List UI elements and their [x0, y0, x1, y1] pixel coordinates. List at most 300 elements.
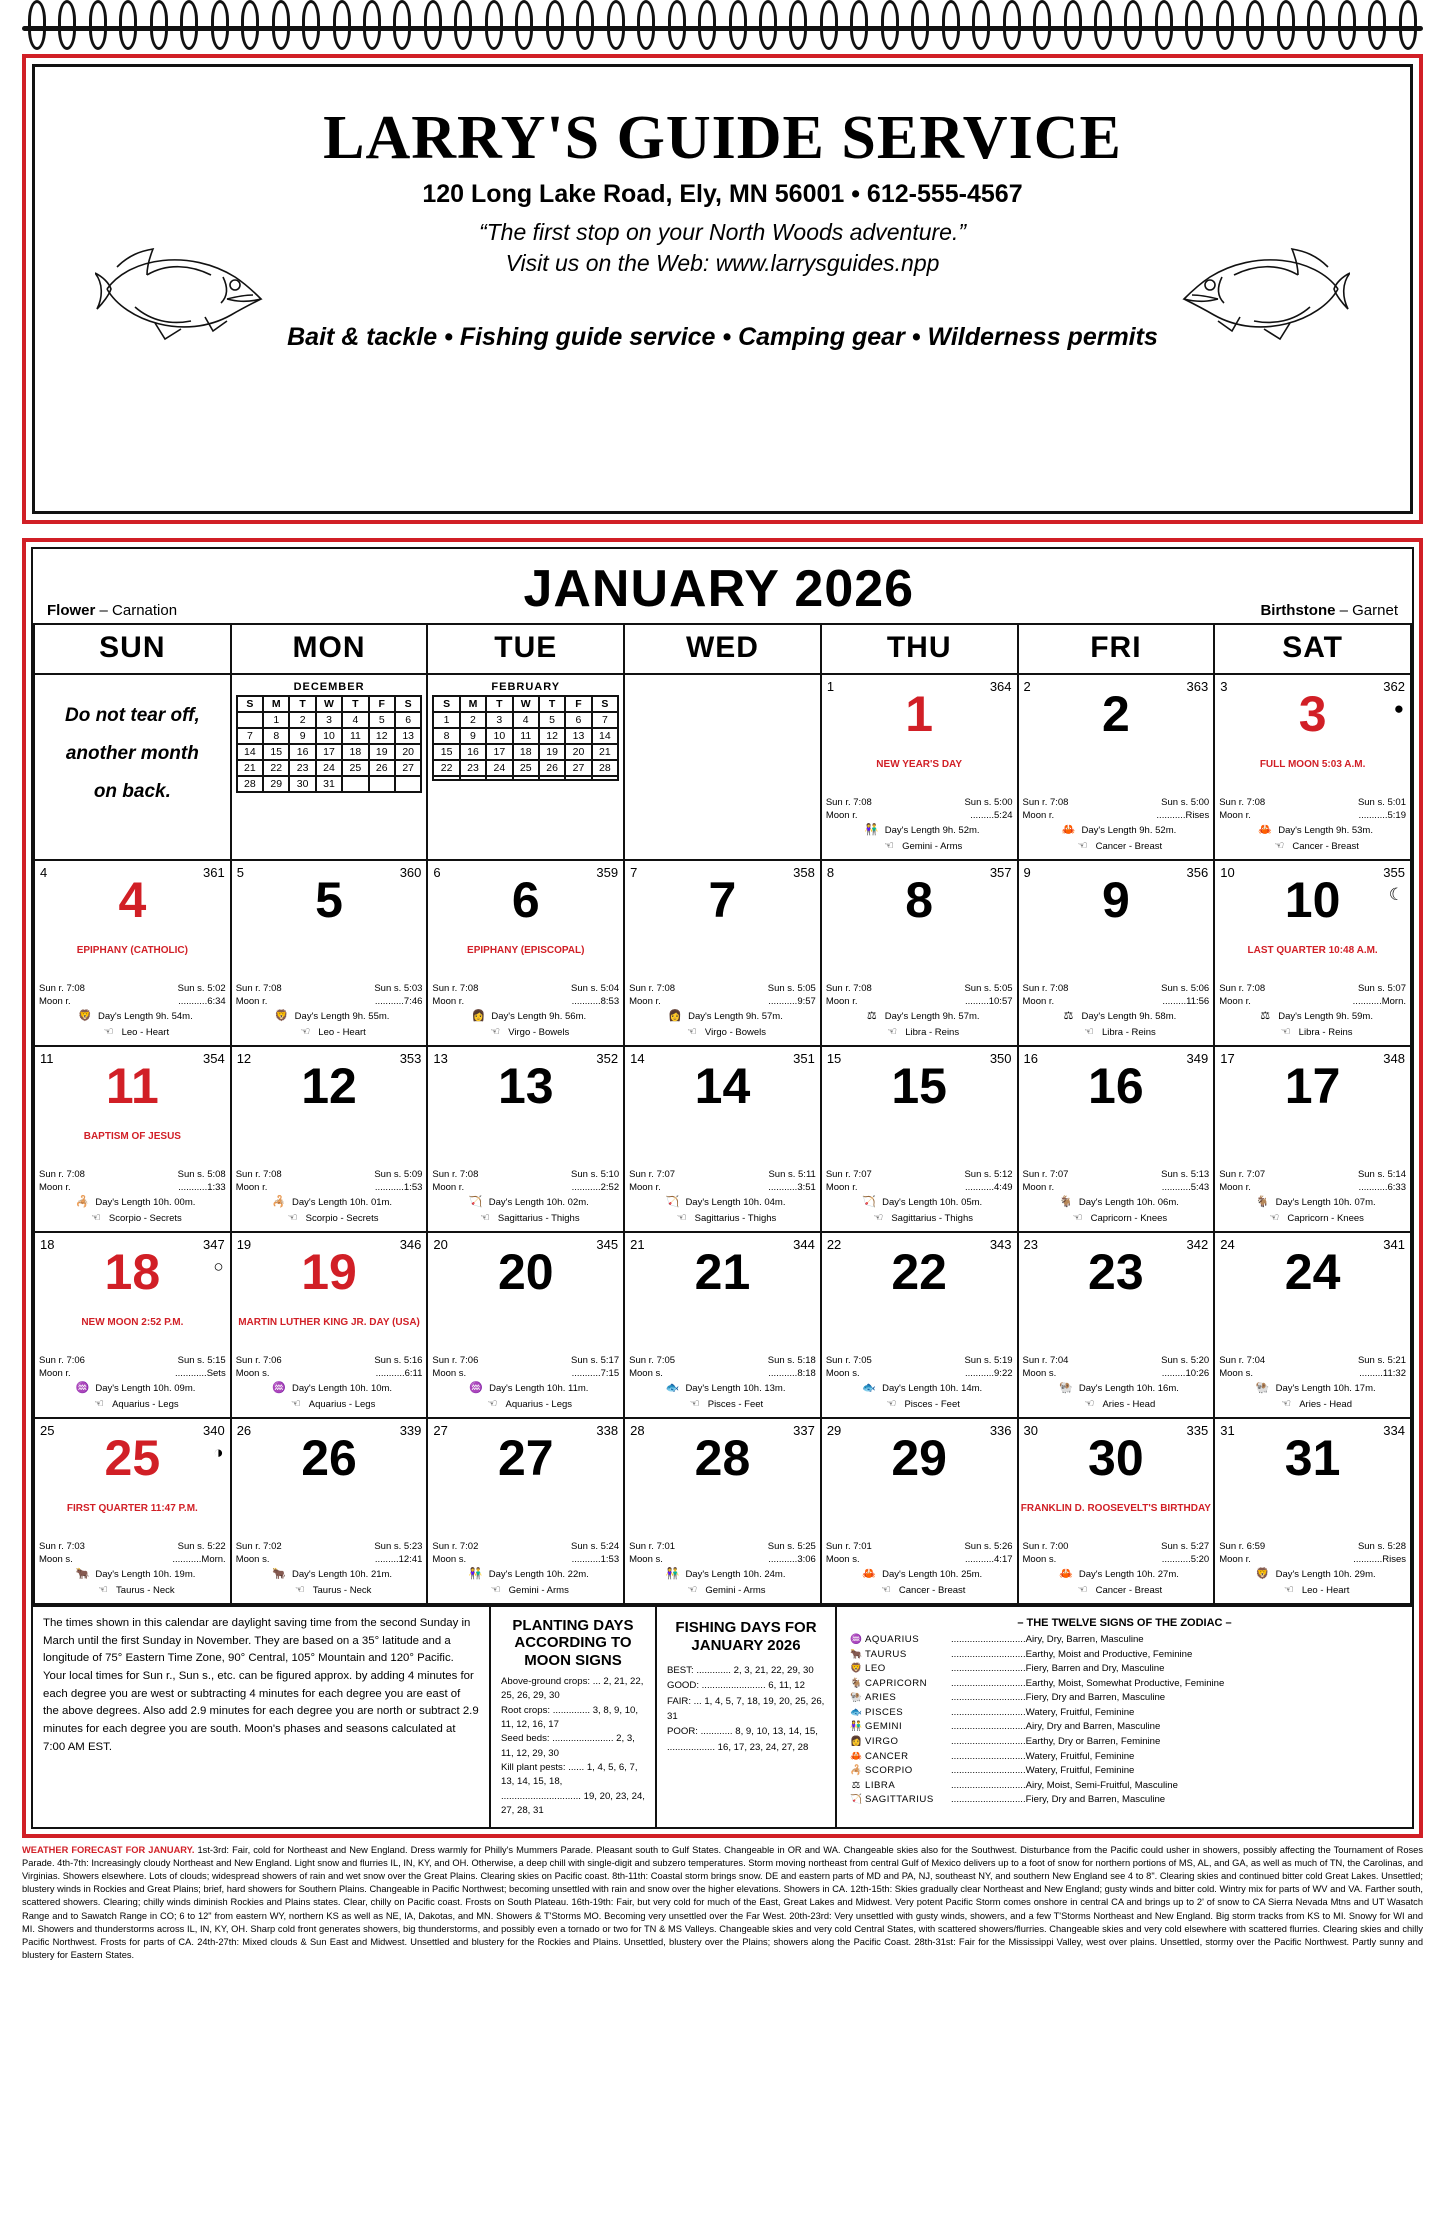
day-details	[826, 1168, 1013, 1227]
calendar-day-13[interactable]	[427, 1046, 624, 1232]
sunset: Sun s. 5:04	[571, 982, 620, 994]
day-length: Day's Length 9h. 52m.	[884, 825, 980, 837]
day-index: 27	[433, 1423, 448, 1438]
zodiac-icon: ⚖	[1063, 1010, 1074, 1023]
day-length: Day's Length 10h. 27m.	[1078, 1569, 1179, 1581]
calendar-day-2[interactable]	[1018, 674, 1215, 860]
days-remaining: 335	[1186, 1423, 1209, 1438]
moon-sign: Aries - Head	[1102, 1399, 1156, 1411]
sunrise: Sun r. 7:03	[39, 1540, 85, 1552]
body-part-icon: ☜	[300, 1026, 311, 1039]
calendar-day-21[interactable]	[624, 1232, 821, 1418]
sunset: Sun s. 5:10	[571, 1168, 620, 1180]
zodiac-icon: 🦀	[1058, 1568, 1073, 1581]
binding-coil	[1003, 0, 1021, 50]
zodiac-icon: 🐐	[1255, 1196, 1270, 1209]
moon-label: Moon r.	[39, 1182, 71, 1194]
body-part-icon: ☜	[90, 1212, 101, 1225]
moon-time: .........10:26	[1161, 1368, 1210, 1380]
zodiac-icon: 👫	[468, 1568, 483, 1581]
days-remaining: 344	[793, 1237, 815, 1252]
calendar-week-row	[34, 1418, 1411, 1604]
day-details	[1219, 982, 1406, 1041]
body-part-icon: ☜	[490, 1026, 501, 1039]
binding-coil	[1155, 0, 1173, 50]
zodiac-sign-icon: 🦀	[850, 1750, 862, 1762]
zodiac-sign-desc: ............................Earthy, Dry or Barren, Feminine	[951, 1736, 1161, 1748]
day-index: 4	[40, 865, 48, 880]
day-index: 28	[630, 1423, 645, 1438]
zodiac-icon: 🦁	[1255, 1568, 1270, 1581]
moon-label: Moon r.	[1219, 810, 1251, 822]
sunset: Sun s. 5:24	[571, 1540, 620, 1552]
moon-label: Moon r.	[1219, 1182, 1251, 1194]
day-details	[236, 1168, 423, 1227]
day-index: 1	[826, 679, 835, 694]
day-details	[236, 1540, 423, 1599]
day-length: Day's Length 9h. 55m.	[294, 1011, 390, 1023]
moon-label: Moon r.	[825, 810, 858, 822]
sunrise: Sun r. 7:07	[1022, 1168, 1069, 1180]
month-title: JANUARY 2026	[523, 560, 915, 618]
body-part-icon: ☜	[1269, 1212, 1280, 1225]
binding-coil	[454, 0, 472, 50]
advertiser-panel	[22, 54, 1423, 524]
binding-coil	[150, 0, 168, 50]
sunrise: Sun r. 7:00	[1022, 1540, 1069, 1552]
days-remaining: 346	[399, 1237, 422, 1252]
calendar-week-row	[34, 1046, 1411, 1232]
day-index: 6	[433, 865, 441, 880]
days-remaining: 350	[989, 1051, 1012, 1066]
days-remaining: 358	[793, 865, 815, 880]
moon-label: Moon s.	[629, 1368, 663, 1380]
days-remaining: 342	[1186, 1237, 1209, 1252]
day-number: 8	[905, 872, 934, 928]
day-index: 9	[1023, 865, 1031, 880]
calendar-day-14[interactable]	[624, 1046, 821, 1232]
fishing-line: GOOD: ........................ 6, 11, 12	[667, 1680, 805, 1692]
weather-forecast-header: WEATHER FORECAST FOR JANUARY.	[22, 1844, 195, 1855]
body-part-icon: ☜	[290, 1398, 301, 1411]
day-number: 25	[104, 1430, 161, 1486]
moon-time: ...........3:51	[768, 1182, 816, 1194]
binding-coil	[1216, 0, 1234, 50]
zodiac-row	[847, 1764, 1402, 1779]
day-details	[1219, 796, 1406, 855]
body-part-icon: ☜	[880, 1584, 891, 1597]
moon-sign: Aquarius - Legs	[308, 1399, 376, 1411]
sunrise: Sun r. 7:04	[1219, 1354, 1266, 1366]
calendar-day-18[interactable]	[34, 1232, 231, 1418]
day-number: 10	[1284, 872, 1341, 928]
moon-sign: Taurus - Neck	[312, 1585, 372, 1597]
sunset: Sun s. 5:13	[1161, 1168, 1210, 1180]
day-index: 23	[1023, 1237, 1038, 1252]
sunrise: Sun r. 7:01	[629, 1540, 676, 1552]
day-length: Day's Length 10h. 10m.	[292, 1383, 393, 1395]
moon-label: Moon r.	[432, 996, 465, 1008]
moon-time: ...........6:33	[1358, 1182, 1406, 1194]
weather-forecast	[22, 1844, 1423, 1963]
moon-time: ...........7:15	[571, 1368, 620, 1380]
calendar-week-row	[34, 860, 1411, 1046]
holiday-label: EPIPHANY (CATHOLIC)	[76, 945, 188, 956]
zodiac-icon: ⚖	[866, 1010, 877, 1023]
zodiac-sign-desc: ............................Fiery, Dry and Barren, Masculine	[951, 1794, 1166, 1806]
fish-illustration-right	[1180, 237, 1350, 357]
day-number: 18	[104, 1244, 161, 1300]
calendar-day-20[interactable]	[427, 1232, 624, 1418]
body-part-icon: ☜	[1084, 1398, 1095, 1411]
calendar-day-25[interactable]	[34, 1418, 231, 1604]
moon-time: ...........7:46	[374, 996, 423, 1008]
calendar-day-26[interactable]	[231, 1418, 428, 1604]
calendar-day-5[interactable]	[231, 860, 428, 1046]
calendar-day-10[interactable]	[1214, 860, 1411, 1046]
days-remaining: 354	[203, 1051, 225, 1066]
calendar-grid	[33, 623, 1412, 1605]
zodiac-row	[847, 1793, 1402, 1808]
moon-time: ...........Morn.	[1352, 996, 1406, 1008]
calendar-day-17[interactable]	[1214, 1046, 1411, 1232]
moon-time: ...........5:43	[1161, 1182, 1210, 1194]
calendar-day-29[interactable]	[821, 1418, 1018, 1604]
days-remaining: 364	[989, 679, 1012, 694]
body-part-icon: ☜	[686, 1026, 697, 1039]
day-number: 3	[1298, 686, 1327, 742]
day-length: Day's Length 10h. 14m.	[882, 1383, 983, 1395]
body-part-icon: ☜	[294, 1584, 305, 1597]
day-length: Day's Length 10h. 17m.	[1275, 1383, 1376, 1395]
moon-label: Moon s.	[629, 1554, 663, 1566]
moon-sign: Sagittarius - Thighs	[891, 1213, 973, 1225]
day-number: 12	[301, 1058, 357, 1114]
day-length: Day's Length 9h. 59m.	[1278, 1011, 1373, 1023]
day-length: Day's Length 9h. 54m.	[97, 1011, 193, 1023]
day-index: 8	[826, 865, 835, 880]
empty-cell	[624, 674, 821, 860]
binding-coil	[241, 0, 259, 50]
mini-month-february: FEBRUARY S M T W T F S 1 2 3 4 5 6 7 8 9 10 11 12 13 14 15 16 17 18 19 20 21 22 23 24 25 26 27 28	[428, 675, 623, 781]
zodiac-sign-name: SCORPIO	[865, 1765, 913, 1777]
sunrise: Sun r. 7:04	[1022, 1354, 1069, 1366]
day-details	[236, 982, 423, 1041]
day-number: 6	[511, 872, 540, 928]
binding-coil	[546, 0, 564, 50]
body-part-icon: ☜	[886, 1398, 897, 1411]
fishing-days-title: FISHING DAYS FOR JANUARY 2026	[675, 1619, 817, 1654]
calendar-day-12[interactable]	[231, 1046, 428, 1232]
sunrise: Sun r. 6:59	[1219, 1540, 1266, 1552]
binding-coil	[1033, 0, 1051, 50]
zodiac-icon: 🦁	[78, 1010, 92, 1023]
binding-coil	[729, 0, 747, 50]
tear-off-note-cell	[34, 674, 231, 860]
zodiac-row	[847, 1691, 1402, 1706]
planting-line: Above-ground crops: ... 2, 21, 22, 25, 26, 29, 30	[501, 1675, 644, 1702]
calendar-day-11[interactable]	[34, 1046, 231, 1232]
calendar-day-30[interactable]	[1018, 1418, 1215, 1604]
body-part-icon: ☜	[94, 1398, 105, 1411]
calendar-day-7[interactable]	[624, 860, 821, 1046]
day-index: 17	[1220, 1051, 1235, 1066]
moon-time: ...........Rises	[1353, 1554, 1406, 1566]
binding-coil	[424, 0, 442, 50]
zodiac-sign-icon: 👫	[850, 1721, 862, 1733]
day-number: 23	[1088, 1244, 1144, 1300]
day-details	[629, 1168, 816, 1227]
day-length: Day's Length 10h. 00m.	[95, 1197, 196, 1209]
flower-label: Flower	[47, 602, 96, 619]
binding-coil	[1246, 0, 1264, 50]
sunrise: Sun r. 7:08	[235, 982, 282, 994]
day-length: Day's Length 9h. 53m.	[1278, 825, 1373, 837]
sunrise: Sun r. 7:08	[39, 982, 85, 994]
day-length: Day's Length 10h. 02m.	[488, 1197, 589, 1209]
zodiac-icon: ♒	[272, 1382, 286, 1395]
days-remaining: 362	[1383, 679, 1405, 694]
moon-time: ...........1:53	[374, 1182, 423, 1194]
business-website: Visit us on the Web: www.larrysguides.npp	[505, 250, 940, 276]
zodiac-sign-name: CANCER	[865, 1750, 909, 1762]
moon-sign: Aquarius - Legs	[505, 1399, 573, 1411]
day-details	[432, 1354, 619, 1413]
zodiac-sign-name: TAURUS	[865, 1648, 907, 1660]
body-part-icon: ☜	[479, 1212, 490, 1225]
sunset: Sun s. 5:12	[964, 1168, 1013, 1180]
day-number: 29	[891, 1430, 947, 1486]
zodiac-icon: ♒	[469, 1382, 483, 1395]
zodiac-sign-name: AQUARIUS	[865, 1634, 920, 1645]
moon-sign: Gemini - Arms	[508, 1585, 569, 1597]
binding-coil	[789, 0, 807, 50]
calendar-header	[33, 549, 1412, 623]
binding-coil	[119, 0, 137, 50]
body-part-icon: ☜	[1077, 840, 1088, 853]
sunrise: Sun r. 7:08	[825, 982, 872, 994]
sunset: Sun s. 5:05	[767, 982, 816, 994]
binding-coil	[1094, 0, 1112, 50]
day-index: 29	[826, 1423, 842, 1438]
moon-sign: Leo - Heart	[121, 1027, 170, 1039]
body-part-icon: ☜	[1280, 1026, 1291, 1039]
zodiac-row	[847, 1677, 1402, 1692]
mini-month-prev-cell	[231, 674, 428, 860]
calendar-day-8[interactable]	[821, 860, 1018, 1046]
moon-sign: Capricorn - Knees	[1090, 1213, 1168, 1225]
day-index: 15	[826, 1051, 842, 1066]
day-details	[629, 982, 816, 1041]
binding-rod	[22, 26, 1423, 31]
body-part-icon: ☜	[887, 1026, 898, 1039]
binding-coil	[485, 0, 503, 50]
zodiac-sign-desc: ............................Watery, Fruitful, Feminine	[951, 1765, 1135, 1777]
sunset: Sun s. 5:16	[374, 1354, 423, 1366]
day-details	[826, 982, 1013, 1041]
day-number: 14	[694, 1058, 751, 1114]
day-length: Day's Length 10h. 21m.	[292, 1569, 393, 1581]
holiday-label: NEW YEAR'S DAY	[876, 759, 963, 770]
sunrise: Sun r. 7:08	[629, 982, 676, 994]
day-details	[432, 1540, 619, 1599]
day-number: 30	[1088, 1430, 1144, 1486]
zodiac-icon: 🐏	[1058, 1382, 1073, 1395]
day-index: 12	[236, 1051, 252, 1066]
moon-time: ...........9:57	[768, 996, 816, 1008]
calendar-week-row	[34, 1232, 1411, 1418]
day-length: Day's Length 9h. 57m.	[688, 1011, 783, 1023]
moon-label: Moon s.	[39, 1554, 73, 1566]
zodiac-icon: 🐟	[665, 1382, 680, 1395]
moon-time: ...........9:22	[964, 1368, 1013, 1380]
day-index: 13	[433, 1051, 448, 1066]
days-remaining: 363	[1186, 679, 1209, 694]
sunrise: Sun r. 7:06	[432, 1354, 479, 1366]
binding-coil	[302, 0, 320, 50]
day-index: 3	[1220, 679, 1228, 694]
zodiac-icon: 🐟	[862, 1382, 876, 1395]
calendar-day-6[interactable]	[427, 860, 624, 1046]
fishing-line: BEST: ............. 2, 3, 21, 22, 29, 30	[667, 1665, 814, 1676]
zodiac-row	[847, 1648, 1402, 1663]
day-length: Day's Length 10h. 01m.	[292, 1197, 393, 1209]
binding-coil	[881, 0, 899, 50]
moon-time: .........5:24	[970, 810, 1013, 822]
moon-label: Moon r.	[1219, 1554, 1251, 1566]
holiday-label: FULL MOON 5:03 A.M.	[1259, 759, 1366, 770]
moon-sign: Sagittarius - Thighs	[694, 1213, 777, 1225]
day-length: Day's Length 10h. 07m.	[1275, 1197, 1376, 1209]
day-number: 5	[315, 872, 343, 928]
zodiac-sign-icon: 🏹	[850, 1794, 862, 1806]
calendar-day-15[interactable]	[821, 1046, 1018, 1232]
moon-sign: Gemini - Arms	[705, 1585, 766, 1597]
body-part-icon: ☜	[287, 1212, 298, 1225]
moon-sign: Scorpio - Secrets	[305, 1213, 379, 1225]
sunrise: Sun r. 7:05	[825, 1354, 872, 1366]
sunrise: Sun r. 7:02	[432, 1540, 479, 1552]
binding-coil	[28, 0, 46, 50]
calendar-day-28[interactable]	[624, 1418, 821, 1604]
day-index: 24	[1220, 1237, 1235, 1252]
sunset: Sun s. 5:05	[964, 982, 1013, 994]
sunset: Sun s. 5:00	[1161, 796, 1210, 808]
moon-time: ............Sets	[175, 1368, 226, 1380]
moon-sign: Aries - Head	[1299, 1399, 1353, 1411]
binding-coil	[668, 0, 686, 50]
moon-phase-icon: ☾	[1388, 885, 1404, 904]
binding-coil	[698, 0, 716, 50]
moon-label: Moon r.	[629, 996, 661, 1008]
moon-label: Moon r.	[39, 1368, 71, 1380]
days-remaining: 355	[1383, 865, 1405, 880]
calendar-day-27[interactable]	[427, 1418, 624, 1604]
zodiac-icon: 🐂	[75, 1568, 90, 1581]
zodiac-icon: 👫	[665, 1568, 680, 1581]
day-length: Day's Length 10h. 11m.	[489, 1383, 589, 1395]
holiday-label: NEW MOON 2:52 P.M.	[81, 1317, 184, 1328]
day-details	[39, 1540, 226, 1599]
day-of-week-thu: THU	[821, 624, 1018, 674]
moon-time: ...........8:18	[768, 1368, 816, 1380]
moon-label: Moon s.	[1022, 1368, 1057, 1380]
moon-label: Moon s.	[1219, 1368, 1254, 1380]
calendar-day-22[interactable]	[821, 1232, 1018, 1418]
mini-month-next-cell	[427, 674, 624, 860]
day-number: 1	[905, 686, 934, 742]
day-number: 11	[105, 1058, 159, 1114]
zodiac-icon: 🏹	[862, 1196, 876, 1209]
calendar-day-3[interactable]	[1214, 674, 1411, 860]
calendar-day-9[interactable]	[1018, 860, 1215, 1046]
moon-label: Moon s.	[235, 1368, 270, 1380]
zodiac-sign-icon: 🐟	[850, 1706, 862, 1718]
calendar-day-31[interactable]	[1214, 1418, 1411, 1604]
moon-label: Moon s.	[1022, 1554, 1057, 1566]
sunset: Sun s. 5:18	[767, 1354, 816, 1366]
sunset: Sun s. 5:26	[964, 1540, 1013, 1552]
body-part-icon: ☜	[1283, 1584, 1294, 1597]
moon-label: Moon r.	[1022, 996, 1055, 1008]
days-remaining: 348	[1383, 1051, 1405, 1066]
body-part-icon: ☜	[884, 840, 894, 853]
sunset: Sun s. 5:21	[1357, 1354, 1406, 1366]
calendar-day-1[interactable]	[821, 674, 1018, 860]
calendar-day-16[interactable]	[1018, 1046, 1215, 1232]
day-index: 31	[1220, 1423, 1235, 1438]
binding-coil	[211, 0, 229, 50]
zodiac-sign-desc: ............................Fiery, Dry and Barren, Masculine	[951, 1692, 1166, 1704]
days-remaining: 343	[989, 1237, 1012, 1252]
sunset: Sun s. 5:17	[571, 1354, 620, 1366]
planting-days-block	[491, 1607, 657, 1827]
moon-label: Moon r.	[825, 996, 858, 1008]
zodiac-sign-desc: ............................Earthy, Moist and Productive, Feminine	[951, 1648, 1193, 1660]
day-details	[629, 1540, 816, 1599]
calendar-day-19[interactable]	[231, 1232, 428, 1418]
zodiac-row	[847, 1662, 1402, 1677]
day-details	[1023, 1168, 1210, 1227]
day-length: Day's Length 9h. 58m.	[1081, 1011, 1177, 1023]
flower-value: – Carnation	[99, 602, 178, 619]
day-details	[1023, 1354, 1210, 1413]
spiral-binding	[22, 0, 1423, 46]
zodiac-row	[847, 1735, 1402, 1750]
calendar-day-23[interactable]	[1018, 1232, 1215, 1418]
binding-coil	[637, 0, 655, 50]
day-index: 16	[1023, 1051, 1038, 1066]
body-part-icon: ☜	[689, 1398, 700, 1411]
zodiac-icon: 🦀	[1258, 824, 1273, 837]
holiday-label: LAST QUARTER 10:48 A.M.	[1247, 945, 1378, 956]
sunset: Sun s. 5:20	[1161, 1354, 1210, 1366]
moon-sign: Leo - Heart	[1301, 1585, 1350, 1597]
zodiac-sign-name: CAPRICORN	[865, 1677, 928, 1689]
calendar-day-24[interactable]	[1214, 1232, 1411, 1418]
moon-time: ...........5:20	[1161, 1554, 1210, 1566]
day-length: Day's Length 10h. 19m.	[95, 1569, 196, 1581]
holiday-label: FIRST QUARTER 11:47 P.M.	[66, 1503, 198, 1514]
zodiac-icon: 🏹	[468, 1196, 483, 1209]
day-length: Day's Length 9h. 56m.	[491, 1011, 587, 1023]
moon-label: Moon r.	[432, 1182, 465, 1194]
calendar-day-4[interactable]	[34, 860, 231, 1046]
day-number: 4	[118, 872, 147, 928]
day-details	[236, 1354, 423, 1413]
zodiac-icon: 🐐	[1058, 1196, 1073, 1209]
zodiac-row	[847, 1633, 1402, 1648]
